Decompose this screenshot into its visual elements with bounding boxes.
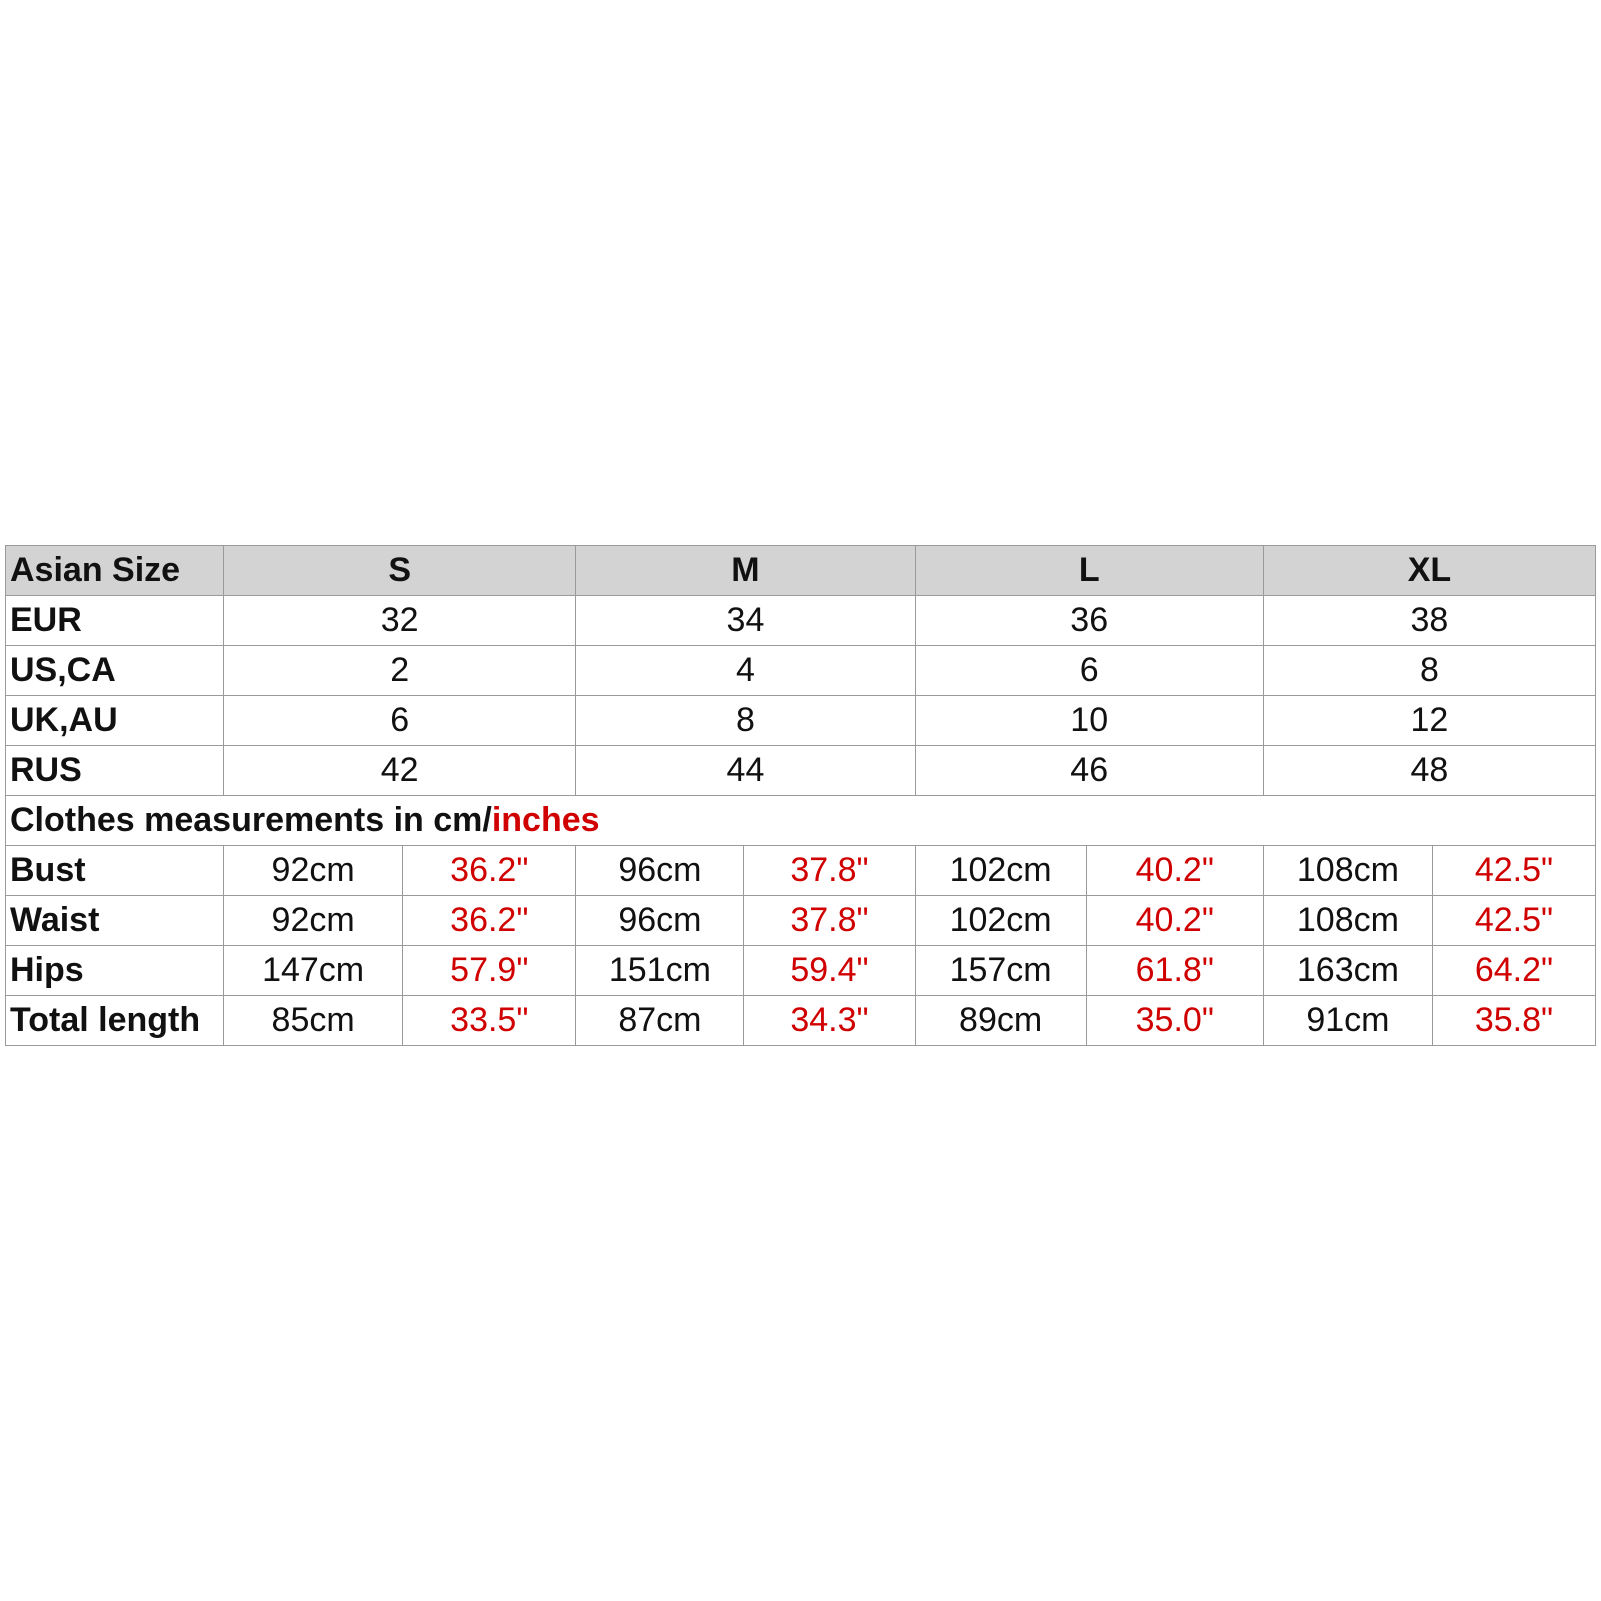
header-label: Asian Size: [6, 546, 224, 596]
cm-cell: 151cm: [576, 946, 744, 996]
cm-cell: 163cm: [1263, 946, 1432, 996]
table-cell: 36: [915, 596, 1263, 646]
cm-cell: 157cm: [915, 946, 1086, 996]
inch-cell: 59.4": [744, 946, 915, 996]
row-label: Bust: [6, 846, 224, 896]
table-cell: 34: [576, 596, 915, 646]
section-heading-inches: inches: [491, 801, 600, 839]
size-chart-table: [5, 545, 1596, 1046]
inch-cell: 35.0": [1086, 996, 1263, 1046]
table-cell: 6: [915, 646, 1263, 696]
cm-cell: 96cm: [576, 846, 744, 896]
measurement-row-hips: [6, 946, 1596, 996]
conversion-row-rus: [6, 746, 1596, 796]
size-header-s: S: [223, 546, 575, 596]
inch-cell: 42.5": [1432, 846, 1595, 896]
inch-cell: 42.5": [1432, 896, 1595, 946]
section-row: [6, 796, 1596, 846]
cm-cell: 92cm: [223, 896, 402, 946]
table-cell: 2: [223, 646, 575, 696]
measurement-row-bust: [6, 846, 1596, 896]
cm-cell: 89cm: [915, 996, 1086, 1046]
cm-cell: 92cm: [223, 846, 402, 896]
inch-cell: 37.8": [744, 846, 915, 896]
section-heading-text: Clothes measurements in cm/: [10, 801, 492, 839]
conversion-row-eur: [6, 596, 1596, 646]
cm-cell: 85cm: [223, 996, 402, 1046]
row-label: US,CA: [6, 646, 224, 696]
measurement-row-total-length: [6, 996, 1596, 1046]
table-cell: 4: [576, 646, 915, 696]
inch-cell: 64.2": [1432, 946, 1595, 996]
size-header-m: M: [576, 546, 915, 596]
row-label: EUR: [6, 596, 224, 646]
measurement-row-waist: [6, 896, 1596, 946]
inch-cell: 36.2": [403, 896, 576, 946]
size-header-l: L: [915, 546, 1263, 596]
table-cell: 42: [223, 746, 575, 796]
inch-cell: 40.2": [1086, 846, 1263, 896]
inch-cell: 40.2": [1086, 896, 1263, 946]
table-cell: 32: [223, 596, 575, 646]
conversion-row-us-ca: [6, 646, 1596, 696]
table-cell: 48: [1263, 746, 1595, 796]
table-cell: 6: [223, 696, 575, 746]
inch-cell: 61.8": [1086, 946, 1263, 996]
table-cell: 10: [915, 696, 1263, 746]
cm-cell: 91cm: [1263, 996, 1432, 1046]
table-cell: 12: [1263, 696, 1595, 746]
cm-cell: 102cm: [915, 846, 1086, 896]
cm-cell: 102cm: [915, 896, 1086, 946]
table-cell: 46: [915, 746, 1263, 796]
inch-cell: 33.5": [403, 996, 576, 1046]
cm-cell: 147cm: [223, 946, 402, 996]
cm-cell: 108cm: [1263, 896, 1432, 946]
inch-cell: 57.9": [403, 946, 576, 996]
header-row: [6, 546, 1596, 596]
inch-cell: 35.8": [1432, 996, 1595, 1046]
cm-cell: 87cm: [576, 996, 744, 1046]
inch-cell: 37.8": [744, 896, 915, 946]
size-header-xl: XL: [1263, 546, 1595, 596]
inch-cell: 34.3": [744, 996, 915, 1046]
table-cell: 44: [576, 746, 915, 796]
table-cell: 8: [1263, 646, 1595, 696]
row-label: RUS: [6, 746, 224, 796]
cm-cell: 108cm: [1263, 846, 1432, 896]
section-heading: [6, 796, 1596, 846]
table-cell: 38: [1263, 596, 1595, 646]
table-cell: 8: [576, 696, 915, 746]
row-label: Waist: [6, 896, 224, 946]
row-label: Total length: [6, 996, 224, 1046]
conversion-row-uk-au: [6, 696, 1596, 746]
cm-cell: 96cm: [576, 896, 744, 946]
inch-cell: 36.2": [403, 846, 576, 896]
row-label: UK,AU: [6, 696, 224, 746]
row-label: Hips: [6, 946, 224, 996]
